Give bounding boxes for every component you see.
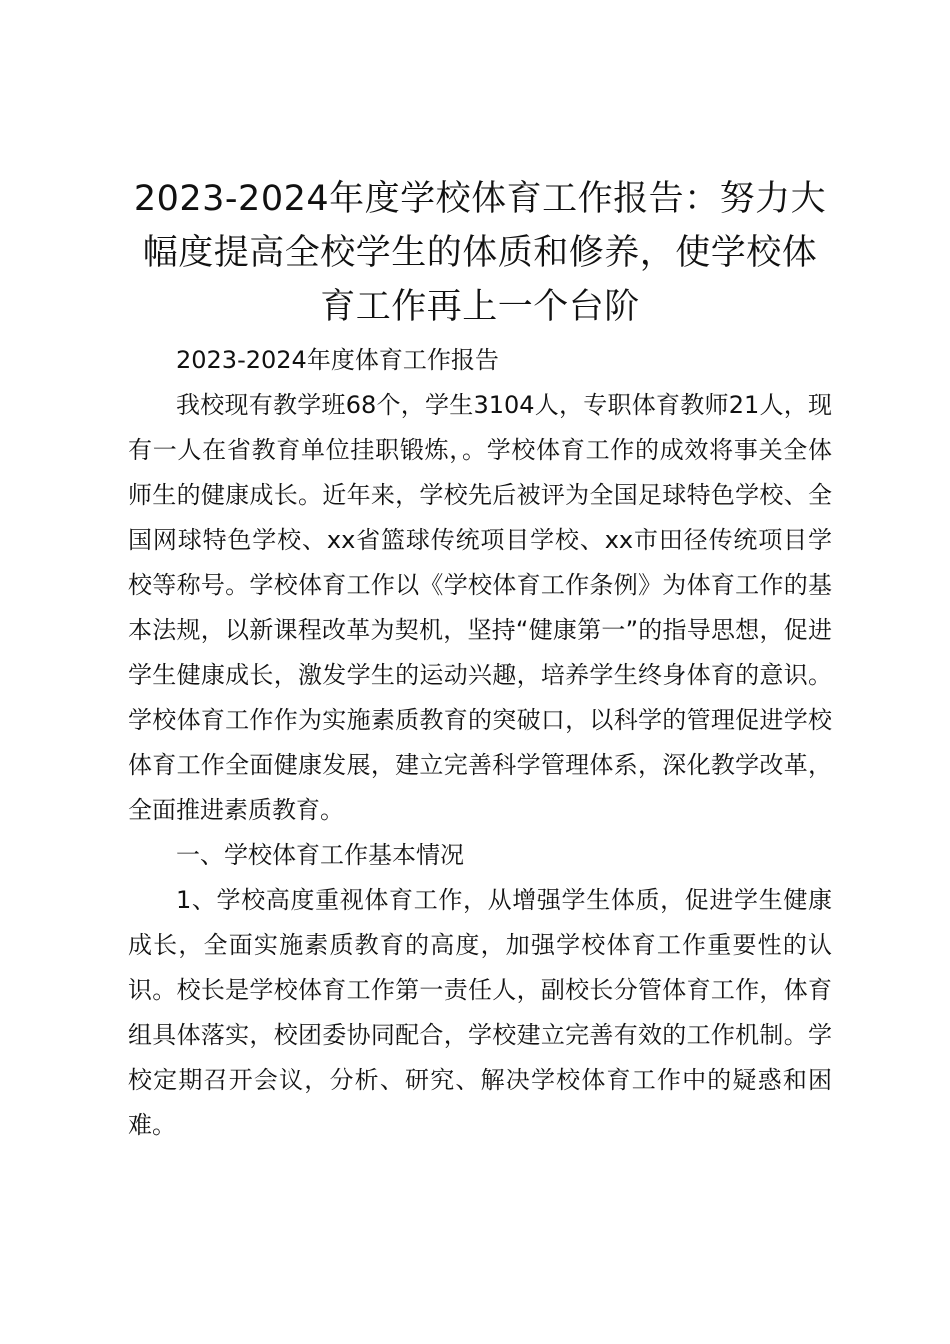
report-subtitle: 2023-2024年度体育工作报告 <box>176 346 499 374</box>
document-title: 2023-2024年度学校体育工作报告：努力大幅度提高全校学生的体质和修养，使学校体育工作再上一个台阶 <box>133 179 827 327</box>
document-body <box>128 338 832 1148</box>
paragraph-intro: 我校现有教学班68个，学生3104人，专职体育教师21人，现有一人在省教育单位挂职锻炼，。学校体育工作的成效将事关全体师生的健康成长。近年来，学校先后被评为全国足球特色学校、全国网球特色学校、xx省篮球传统项目学校、xx市田径传统项目学校等称号。学校体育工作以《学校体育工作条例》为体育工作的基本法规，以新课程改革为契机，坚持“健康第一”的指导思想，促进学生健康成长，激发学生的运动兴趣，培养学生终身体育的意识。学校体育工作作为实施素质教育的突破口，以科学的管理促进学校体育工作全面健康发展，建立完善科学管理体系，深化教学改革，全面推进素质教育。 <box>128 391 832 824</box>
paragraph-item-1: 1、学校高度重视体育工作，从增强学生体质，促进学生健康成长，全面实施素质教育的高度，加强学校体育工作重要性的认识。校长是学校体育工作第一责任人，副校长分管体育工作，体育组具体落实，校团委协同配合，学校建立完善有效的工作机制。学校定期召开会议，分析、研究、解决学校体育工作中的疑惑和困难。 <box>128 886 832 1139</box>
document-page <box>128 172 832 1148</box>
section-heading-basic-situation: 一、学校体育工作基本情况 <box>176 841 464 869</box>
